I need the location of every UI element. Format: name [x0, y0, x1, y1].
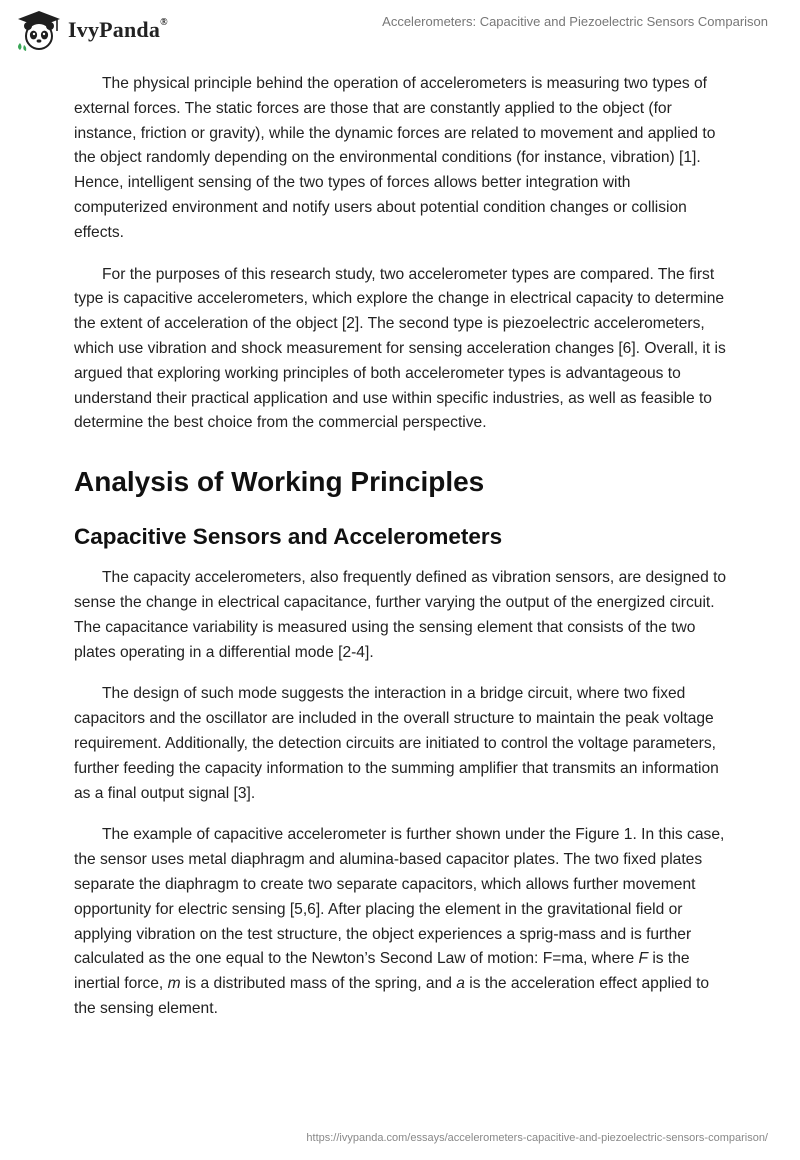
source-url[interactable]: https://ivypanda.com/essays/accelerometers-capacitive-and-piezoelectric-sensors-comparison/ — [306, 1132, 768, 1144]
registered-mark: ® — [160, 16, 168, 28]
logo[interactable] — [14, 9, 168, 51]
variable-force: F — [638, 950, 648, 968]
section-heading: Analysis of Working Principles — [74, 466, 485, 498]
document-title: Accelerometers: Capacitive and Piezoelectric Sensors Comparison — [382, 14, 768, 29]
variable-acceleration: a — [456, 975, 465, 993]
paragraph-5: The example of capacitive accelerometer is further shown under the Figure 1. In this case, the sensor uses metal diaphragm and alumina-based capacitor plates. The two fixed plates separate the diaphragm to create two separate capacitors, which allows further movement opportunity for electric sensing [5,6]. After placing the element in the gravitational field or applying vibration on the test structure, the object experiences a sprig-mass and is further calculated as the one equal to the Newton’s Second Law of motion: F=ma, where F is the inertial force, m is a distributed mass of the spring, and a is the acceleration effect applied to the sensing element. — [74, 826, 725, 1017]
logo-text: IvyPanda® — [68, 16, 168, 42]
paragraph-2: For the purposes of this research study, two accelerometer types are compared. The first type is capacitive accelerometers, which explore the change in electrical capacity to determine the extent of acceleration of the object [2]. The second type is piezoelectric accelerometers, which use vibration and shock measurement for sensing acceleration changes [6]. Overall, it is argued that exploring working principles of both accelerometer types is advantageous to understand their practical application and use within specific industries, as well as feasible to determine the best choice from the commercial perspective. — [74, 265, 726, 432]
page-header — [0, 0, 800, 60]
variable-mass: m — [167, 975, 181, 993]
paragraph-1: The physical principle behind the operation of accelerometers is measuring two types of external forces. The static forces are those that are constantly applied to the object (for instance, friction or gravity), while the dynamic forces are related to movement and applied to the object randomly depending on the environmental conditions (for instance, vibration) [1]. Hence, intelligent sensing of the two types of forces allows better integration with computerized environment and notify users about potential condition changes or collision effects. — [74, 75, 716, 241]
panda-graduate-icon — [14, 9, 64, 51]
article-body — [74, 72, 728, 1022]
subsection-heading: Capacitive Sensors and Accelerometers — [74, 524, 503, 550]
paragraph-3: The capacity accelerometers, also frequently defined as vibration sensors, are designed to sense the change in electrical capacitance, further varying the output of the energized circuit. The capacitance variability is measured using the sensing element that consists of the two plates operating in a differential mode [2-4]. — [74, 569, 727, 661]
paragraph-4: The design of such mode suggests the interaction in a bridge circuit, where two fixed capacitors and the oscillator are included in the overall structure to maintain the peak voltage requirement. Additionally, the detection circuits are initiated to control the voltage parameters, further feeding the capacity information to the summing amplifier that transmits an information as a final output signal [3]. — [74, 685, 719, 802]
